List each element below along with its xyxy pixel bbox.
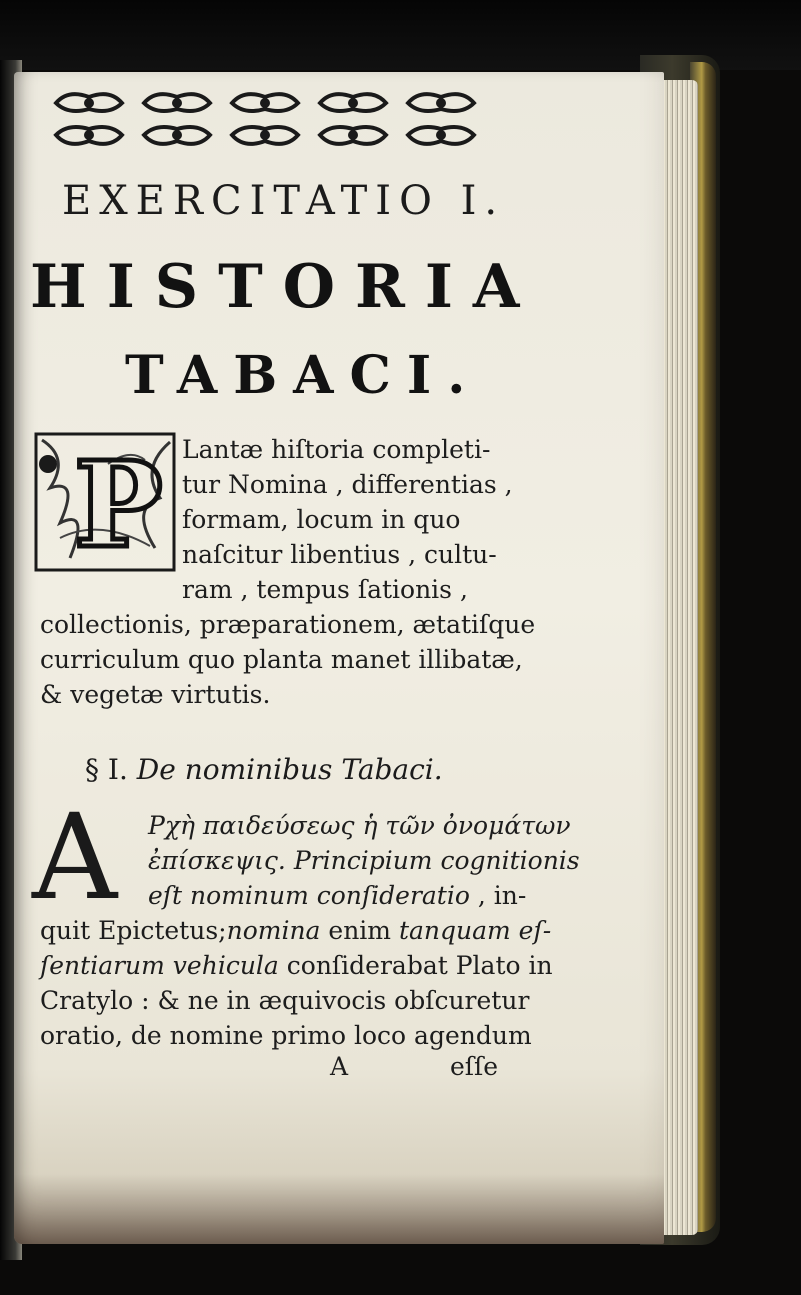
greek-quote-end: ἐπίσκεψις.: [148, 846, 286, 875]
text-line: collectionis, præparationem, ætatiſque: [40, 610, 536, 639]
text-line: [40, 913, 551, 948]
latin-translation: Principium cognitionis: [285, 846, 580, 875]
text-line: oratio, de nomine primo loco agendum: [40, 1021, 532, 1050]
text-fragment: conſiderabat Plato in: [278, 951, 553, 980]
text-line: Lantæ hiſtoria completi-: [182, 435, 491, 464]
page-subtitle: TABACI.: [125, 345, 482, 406]
fleuron-icon: [312, 85, 394, 155]
italic-phrase: tanquam eſ-: [398, 916, 552, 945]
text-line: ram , tempus ſationis ,: [182, 575, 468, 604]
page-title: HISTORIA: [30, 252, 540, 322]
dropcap-letter: P: [74, 435, 163, 574]
page-stain: [14, 1174, 664, 1244]
fleuron-icon: [136, 85, 218, 155]
fleuron-icon: [48, 85, 130, 155]
greek-quote: Ρχὴ παιδεύσεως ἡ τῶν ὀνομάτων: [148, 811, 571, 840]
text-line: [40, 948, 553, 983]
text-line: [148, 878, 526, 913]
text-line: & vegetæ virtutis.: [40, 680, 271, 709]
section-mark: § I.: [85, 753, 128, 786]
section-heading: [85, 753, 443, 786]
section-title: De nominibus Tabaci.: [136, 753, 443, 786]
fleuron-icon: [400, 85, 482, 155]
chapter-heading: EXERCITATIO I.: [62, 178, 506, 224]
text-fragment: enim: [320, 916, 399, 945]
text-line: Cratylo : & ne in æquivocis obſcuretur: [40, 986, 530, 1015]
signature-mark: A: [330, 1052, 349, 1081]
initial-letter: A: [32, 788, 118, 926]
latin-translation-end: eſt nominum conſideratio: [148, 881, 470, 910]
italic-word: nomina: [226, 916, 321, 945]
text-fragment: , in-: [469, 881, 527, 910]
text-fragment: quit Epictetus;: [40, 916, 227, 945]
text-line: curriculum quo planta manet illibatæ,: [40, 645, 523, 674]
fleuron-icon: [224, 85, 306, 155]
italic-phrase: ſentiarum vehicula: [40, 951, 279, 980]
headpiece-ornament: [48, 85, 488, 155]
text-line: tur Nomina , differentias ,: [182, 470, 513, 499]
decorated-initial: [30, 428, 180, 576]
catchword: eſſe: [450, 1052, 499, 1081]
text-line: [148, 843, 580, 878]
text-line: formam, locum in quo: [182, 505, 461, 534]
text-line: naſcitur libentius , cultu-: [182, 540, 497, 569]
